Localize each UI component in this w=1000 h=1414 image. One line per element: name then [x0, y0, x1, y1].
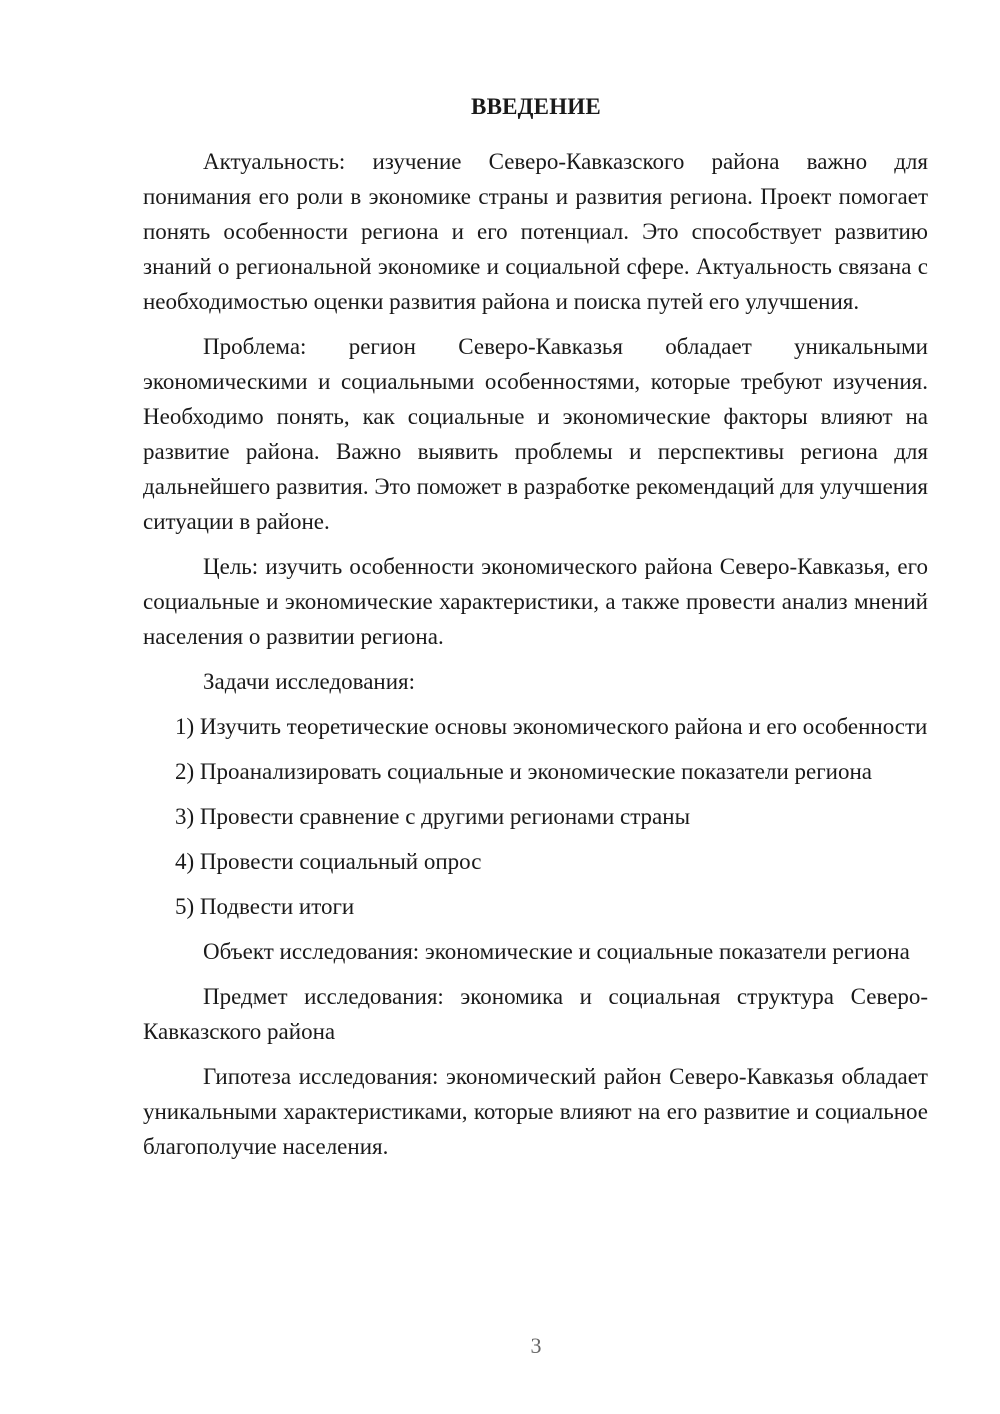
task-item-2: 2) Проанализировать социальные и экономические показатели региона: [175, 759, 872, 784]
problem-paragraph: Проблема: регион Северо-Кавказья обладает уникальными экономическими и социальными особенностями, которые требуют изучения. Необходимо понять, как социальные и экономические факторы влияют на развитие района. Важно выявить проблемы и перспективы региона для дальнейшего развития. Это поможет в разработке рекомендаций для улучшения ситуации в районе.: [143, 334, 928, 534]
relevance-paragraph: Актуальность: изучение Северо-Кавказского района важно для понимания его роли в экономике страны и развития региона. Проект помогает понять особенности региона и его потенциал. Это способствует развитию знаний о региональной экономике и социальной сфере. Актуальность связана с необходимостью оценки развития района и поиска путей его улучшения.: [143, 149, 928, 314]
task-item-4: 4) Провести социальный опрос: [175, 849, 482, 874]
hypothesis-paragraph: Гипотеза исследования: экономический район Северо-Кавказья обладает уникальными характеристиками, которые влияют на его развитие и социальное благополучие населения.: [143, 1064, 928, 1159]
section-heading: ВВЕДЕНИЕ: [471, 94, 601, 119]
task-item-1: 1) Изучить теоретические основы экономического района и его особенности: [175, 714, 928, 739]
page-number: 3: [530, 1333, 542, 1358]
object-paragraph: Объект исследования: экономические и социальные показатели региона: [203, 939, 910, 964]
task-item-5: 5) Подвести итоги: [175, 894, 355, 919]
goal-paragraph: Цель: изучить особенности экономического района Северо-Кавказья, его социальные и экономические характеристики, а также провести анализ мнений населения о развитии региона.: [143, 554, 928, 649]
tasks-title: Задачи исследования:: [203, 669, 416, 694]
document-body: [143, 144, 928, 1164]
subject-paragraph: Предмет исследования: экономика и социальная структура Северо-Кавказского района: [143, 984, 928, 1044]
task-item-3: 3) Провести сравнение с другими регионами страны: [175, 804, 691, 829]
